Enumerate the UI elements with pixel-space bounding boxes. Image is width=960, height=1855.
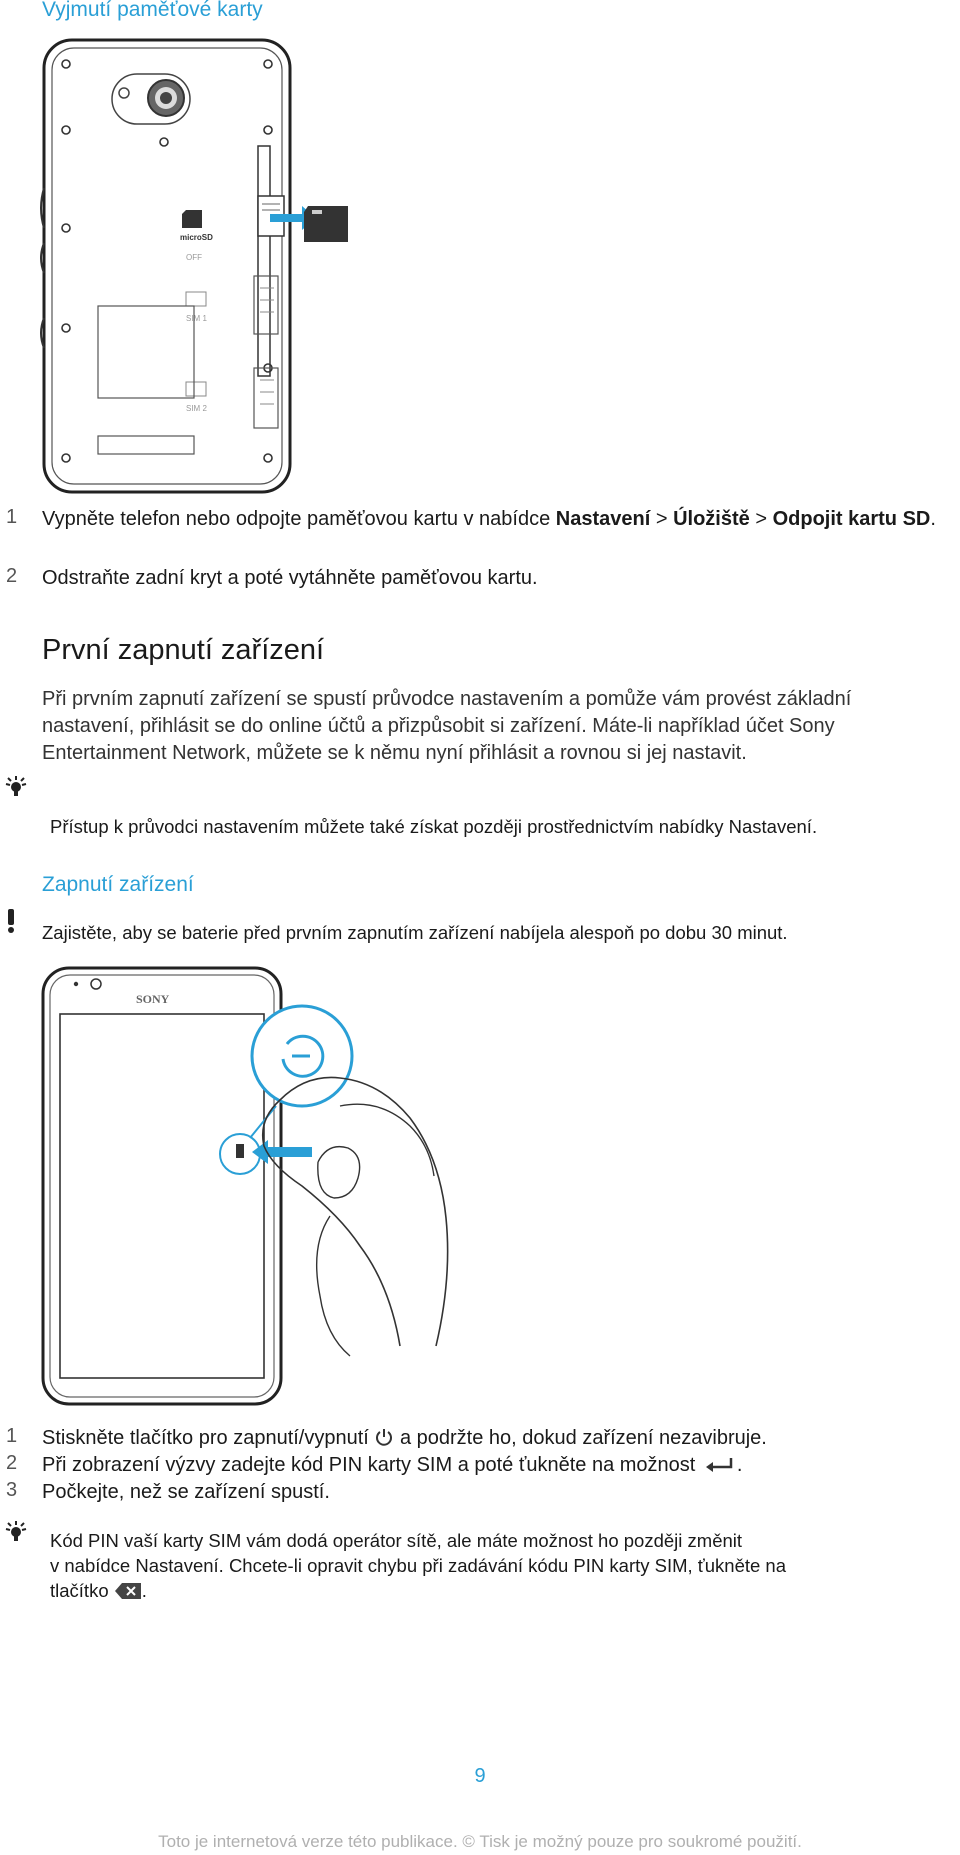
menu-path-unmount: Odpojit kartu SD [772, 508, 931, 530]
power-icon [374, 1427, 394, 1447]
svg-text:SONY: SONY [136, 992, 170, 1006]
exclamation-icon [5, 908, 17, 934]
backspace-icon [114, 1582, 142, 1600]
lightbulb-icon [4, 1520, 28, 1544]
tip-setup-guide: Přístup k průvodci nastavením můžete také získat později prostřednictvím nabídky Nastavení. [50, 816, 818, 837]
menu-path-storage: Úložiště [673, 508, 750, 530]
page-number: 9 [474, 1765, 486, 1787]
phone-power-illustration [40, 966, 500, 1406]
subtitle-turn-on: Zapnutí zařízení [42, 873, 194, 896]
menu-path-settings: Nastavení [555, 508, 651, 530]
svg-text:SIM 1: SIM 1 [186, 314, 207, 323]
svg-text:SIM 2: SIM 2 [186, 404, 207, 413]
svg-text:OFF: OFF [186, 253, 202, 262]
footer-notice: Toto je internetová verze této publikace. © Tisk je možný pouze pro soukromé použití. [158, 1832, 802, 1851]
lightbulb-icon [4, 775, 28, 799]
section-title-remove-card: Vyjmutí paměťové karty [42, 0, 263, 21]
section-title-first-start: První zapnutí zařízení [42, 634, 325, 666]
tip-pin-code: Kód PIN vaší karty SIM vám dodá operátor sítě, ale máte možnost ho později změnit v nabídce Nastavení. Chcete-li opravit chybu při zadávání kódu PIN karty SIM, ťukněte na tlačítko . [50, 1530, 787, 1601]
enter-key-icon [703, 1457, 735, 1473]
intro-paragraph: Při prvním zapnutí zařízení se spustí průvodce nastavením a pomůže vám provést základní nastavení, přihlásit se do online účtů a přizpůsobit si zařízení. Máte-li například účet Sony Entertainment Network, můžete se k němu nyní přihlásit a rovnou si jej nastavit. [42, 688, 852, 764]
warning-charge: Zajistěte, aby se baterie před prvním zapnutím zařízení nabíjela alespoň po dobu 30 minut. [42, 922, 788, 943]
svg-text:microSD: microSD [180, 233, 213, 242]
phone-back-illustration [40, 38, 360, 498]
